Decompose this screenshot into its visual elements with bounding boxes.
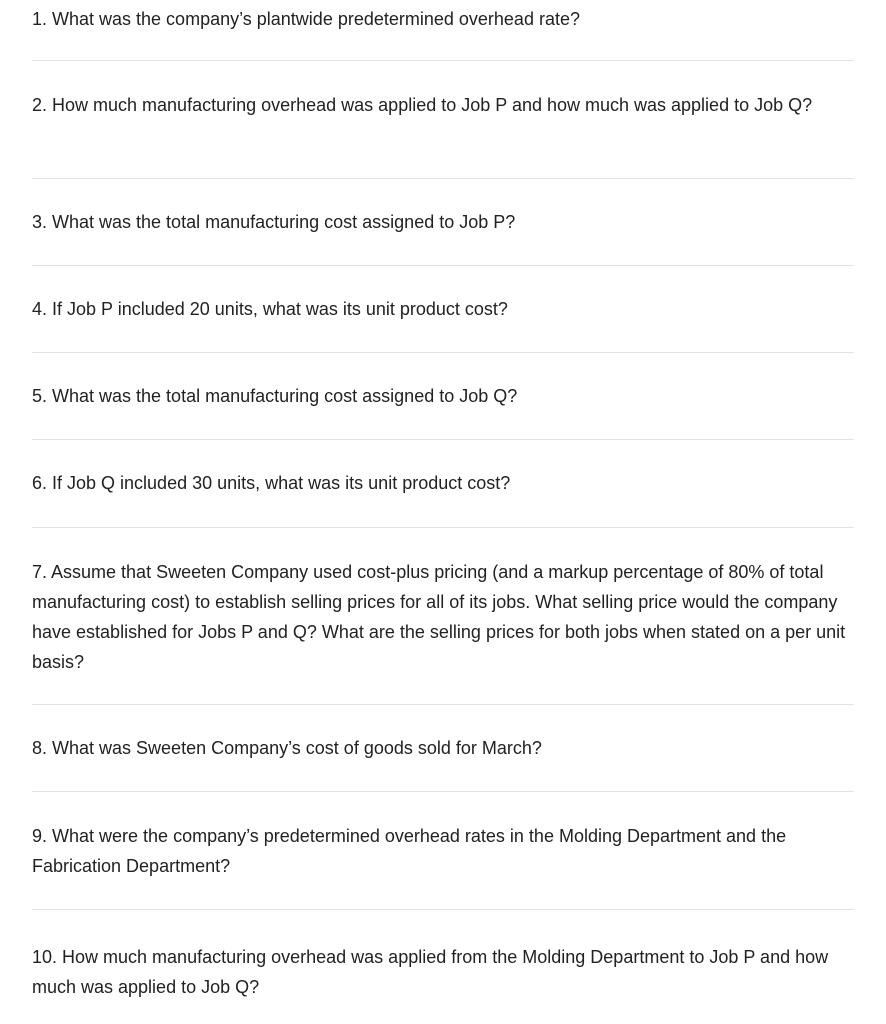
question-item [32,528,854,705]
question-text: 2. How much manufacturing overhead was applied to Job P and how much was applied to Job Q? [32,95,813,115]
question-text: 3. What was the total manufacturing cost assigned to Job P? [32,212,516,232]
question-item [32,353,854,440]
question-text: 7. Assume that Sweeten Company used cost-plus pricing (and a markup percentage of 80% of total manufacturing cost) to establish selling prices for all of its jobs. What selling price would the company have established for Jobs P and Q? What are the selling prices for both jobs when stated on a per unit basis? [32,562,846,672]
question-text: 6. If Job Q included 30 units, what was its unit product cost? [32,473,511,493]
question-list [32,0,854,1024]
question-text: 8. What was Sweeten Company’s cost of goods sold for March? [32,738,542,758]
question-text: 10. How much manufacturing overhead was applied from the Molding Department to Job P and how much was applied to Job Q? [32,947,829,997]
question-item [32,0,854,61]
question-text: 5. What was the total manufacturing cost assigned to Job Q? [32,386,518,406]
question-item [32,792,854,910]
question-text: 1. What was the company’s plantwide predetermined overhead rate? [32,9,580,29]
question-text: 9. What were the company’s predetermined overhead rates in the Molding Department and the Fabrication Department? [32,826,787,876]
question-item [32,440,854,528]
question-item [32,266,854,353]
question-item [32,179,854,266]
question-item [32,705,854,792]
question-text: 4. If Job P included 20 units, what was its unit product cost? [32,299,508,319]
question-item [32,910,854,1024]
question-item [32,61,854,179]
